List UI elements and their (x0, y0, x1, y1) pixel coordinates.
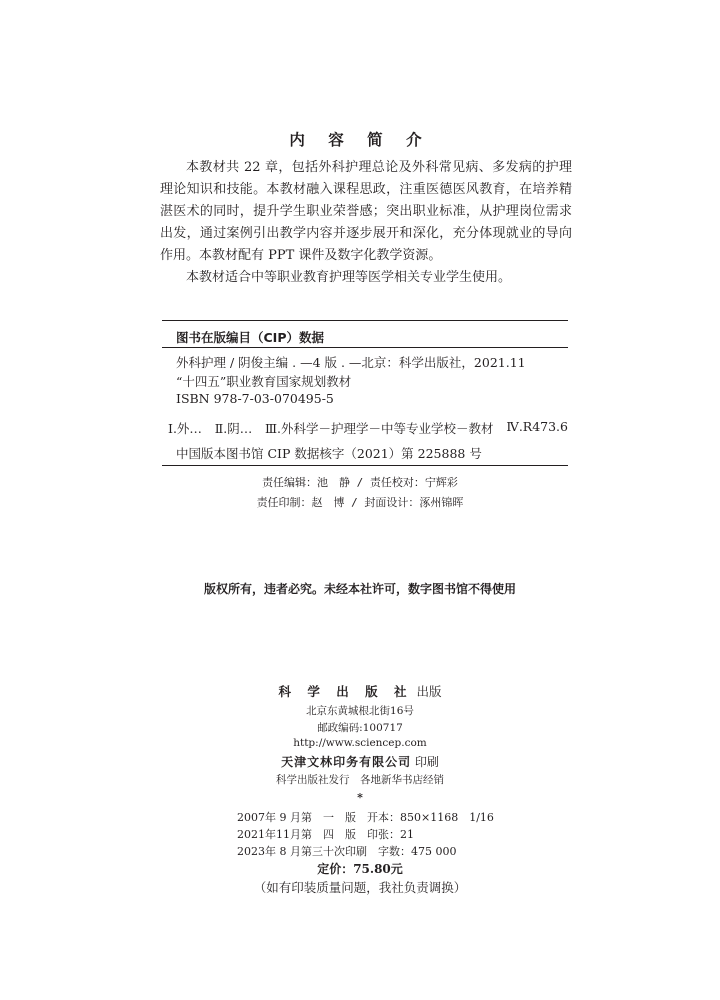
credit-line: 责任印制：赵 博 / 封面设计：涿州锦晖 (256, 496, 464, 509)
cip-subject: Ⅲ.外科学－护理学－中等专业学校－教材 (265, 421, 494, 436)
printer-suffix: 印刷 (414, 755, 439, 769)
publisher-name: 科 学 出 版 社 (278, 684, 413, 699)
separator-star: * (357, 791, 363, 804)
intro-paragraph: 本教材共 22 章，包括外科护理总论及外科常见病、多发病的护理理论知识和技能。本教材融入课程思政，注重医德医风教育，在培养精湛医术的同时，提升学生职业荣誉感；突出职业标准，从护理岗位需求出发，通过案例引出教学内容并逐步展开和深化，充分体现就业的导向作用。本教材配有 PPT 课件及数字化教学资源。 (160, 160, 572, 263)
intro-body (160, 157, 572, 289)
edition-line: 2023年 8 月第三十次印刷 字数：475 000 (237, 845, 457, 858)
printer-line (0, 753, 720, 770)
cip-subject: Ⅳ.R473.6 (506, 419, 568, 434)
publisher-url: http://www.sciencep.com (293, 737, 427, 749)
price: 定价：75.80元 (317, 862, 403, 876)
cip-subject: Ⅰ.外… (168, 421, 202, 436)
distribution-line: 科学出版社发行 各地新华书店经销 (276, 774, 444, 786)
quality-note: （如有印装质量问题，我社负责调换） (253, 880, 467, 895)
cip-isbn: ISBN 978-7-03-070495-5 (176, 391, 334, 406)
credit-line: 责任编辑：池 静 / 责任校对：宁辉彩 (262, 476, 458, 489)
cip-bottom-rule (162, 465, 568, 466)
cip-line: 外科护理 / 阴俊主编 . —4 版 . —北京：科学出版社，2021.11 (176, 355, 526, 370)
cip-line: 中国版本图书馆 CIP 数据核字（2021）第 225888 号 (176, 446, 482, 461)
cip-subject: Ⅱ.阴… (214, 421, 253, 436)
cip-line: “十四五”职业教育国家规划教材 (176, 374, 352, 389)
publisher-address: 北京东黄城根北街16号 (306, 705, 414, 717)
intro-paragraph: 本教材适合中等职业教育护理等医学相关专业学生使用。 (186, 270, 512, 285)
cip-top-rule (162, 320, 568, 321)
printer-name: 天津文林印务有限公司 (281, 755, 412, 769)
rights-notice: 版权所有，违者必究。未经本社许可，数字图书馆不得使用 (203, 582, 516, 596)
edition-line: 2021年11月第 四 版 印张：21 (237, 828, 414, 841)
intro-title: 内 容 简 介 (289, 130, 431, 149)
edition-line: 2007年 9 月第 一 版 开本：850×1168 1/16 (237, 811, 494, 824)
cip-title-rule (162, 347, 568, 348)
publisher-postcode: 邮政编码:100717 (317, 722, 403, 734)
cip-subject-line (168, 419, 568, 437)
cip-title: 图书在版编目（CIP）数据 (176, 330, 324, 345)
publisher-line (0, 682, 720, 700)
publisher-suffix: 出版 (416, 684, 442, 699)
